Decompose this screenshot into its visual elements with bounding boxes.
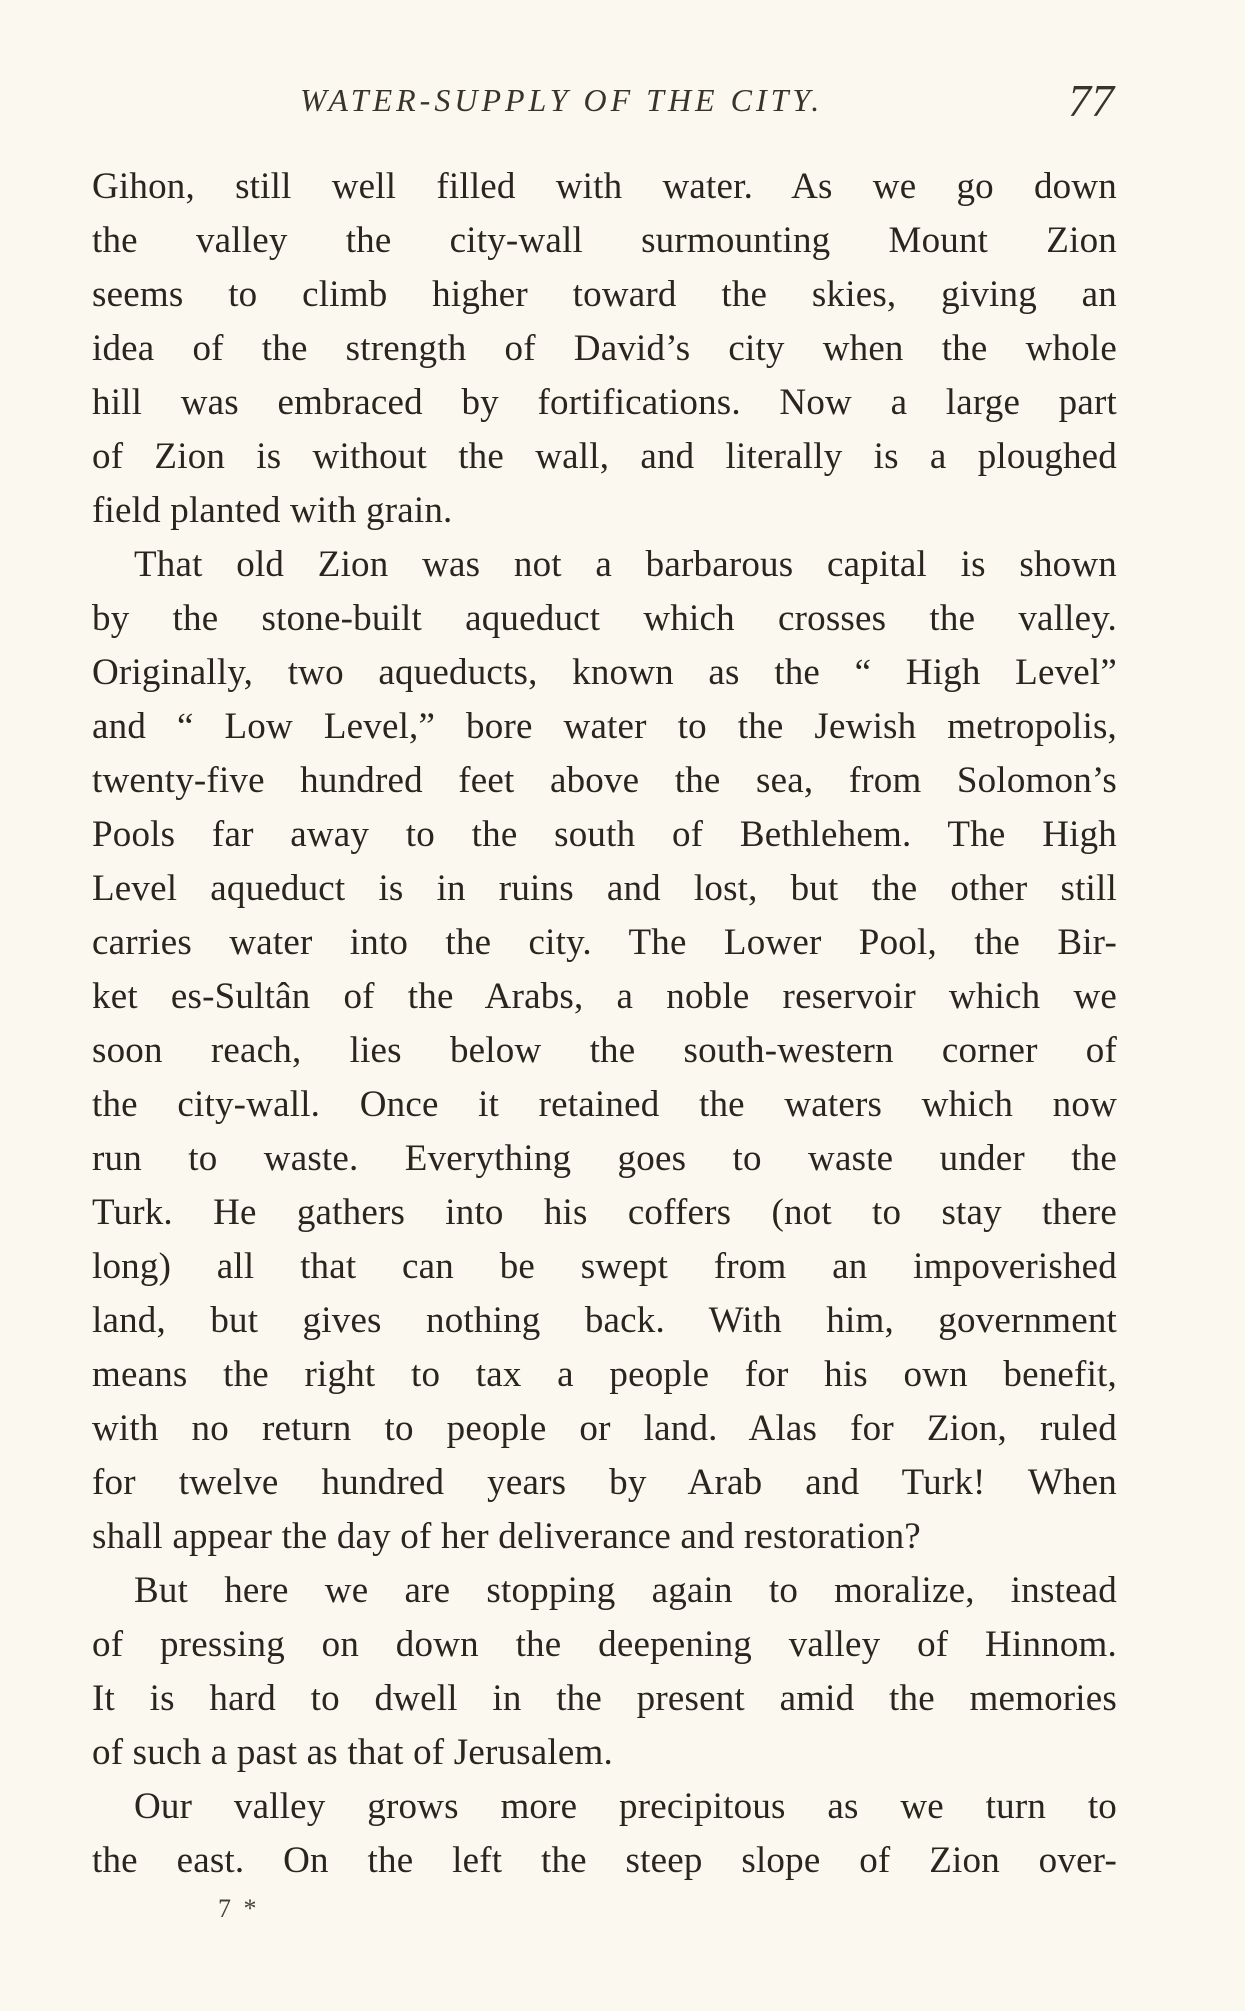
body-text (92, 160, 1117, 1888)
text-line: by the stone-built aqueduct which crosses the valley. (92, 598, 1117, 639)
text-line: and “ Low Level,” bore water to the Jewish metropolis, (92, 706, 1117, 747)
text-line: of pressing on down the deepening valley of Hinnom. (92, 1624, 1117, 1665)
running-head (0, 72, 1245, 132)
text-line: field planted with grain. (92, 490, 453, 531)
text-line: run to waste. Everything goes to waste under the (92, 1138, 1117, 1179)
text-line: twenty-five hundred feet above the sea, from Solomon’s (92, 760, 1117, 801)
text-line: long) all that can be swept from an impoverished (92, 1246, 1117, 1287)
text-line: idea of the strength of David’s city when the whole (92, 328, 1117, 369)
text-line: shall appear the day of her deliverance and restoration? (92, 1516, 921, 1557)
text-line: the east. On the left the steep slope of Zion over- (92, 1840, 1117, 1881)
text-line: of Zion is without the wall, and literally is a ploughed (92, 436, 1117, 477)
text-line: That old Zion was not a barbarous capital is shown (134, 544, 1117, 585)
text-line: with no return to people or land. Alas for Zion, ruled (92, 1408, 1117, 1449)
text-line: But here we are stopping again to moralize, instead (134, 1570, 1117, 1611)
text-line: seems to climb higher toward the skies, giving an (92, 274, 1117, 315)
text-line: hill was embraced by fortifications. Now a large part (92, 382, 1117, 423)
text-line: means the right to tax a people for his own benefit, (92, 1354, 1117, 1395)
signature-mark: 7 * (218, 1894, 260, 1923)
text-line: land, but gives nothing back. With him, government (92, 1300, 1117, 1341)
text-line: Level aqueduct is in ruins and lost, but the other still (92, 868, 1117, 909)
text-line: Originally, two aqueducts, known as the “ High Level” (92, 652, 1117, 693)
running-title: WATER-SUPPLY OF THE CITY. (300, 82, 824, 118)
text-line: of such a past as that of Jerusalem. (92, 1732, 613, 1773)
text-line: for twelve hundred years by Arab and Turk! When (92, 1462, 1117, 1503)
text-line: Pools far away to the south of Bethlehem. The High (92, 814, 1117, 855)
text-line: soon reach, lies below the south-western corner of (92, 1030, 1117, 1071)
text-line: carries water into the city. The Lower Pool, the Bir- (92, 922, 1117, 963)
text-line: Gihon, still well filled with water. As we go down (92, 166, 1117, 207)
page-number: 77 (1068, 75, 1114, 126)
text-line: the city-wall. Once it retained the waters which now (92, 1084, 1117, 1125)
text-line: Turk. He gathers into his coffers (not to stay there (92, 1192, 1117, 1233)
text-line: the valley the city-wall surmounting Mount Zion (92, 220, 1117, 261)
text-line: It is hard to dwell in the present amid the memories (92, 1678, 1117, 1719)
text-line: Our valley grows more precipitous as we turn to (134, 1786, 1117, 1827)
text-line: ket es-Sultân of the Arabs, a noble reservoir which we (92, 976, 1117, 1017)
